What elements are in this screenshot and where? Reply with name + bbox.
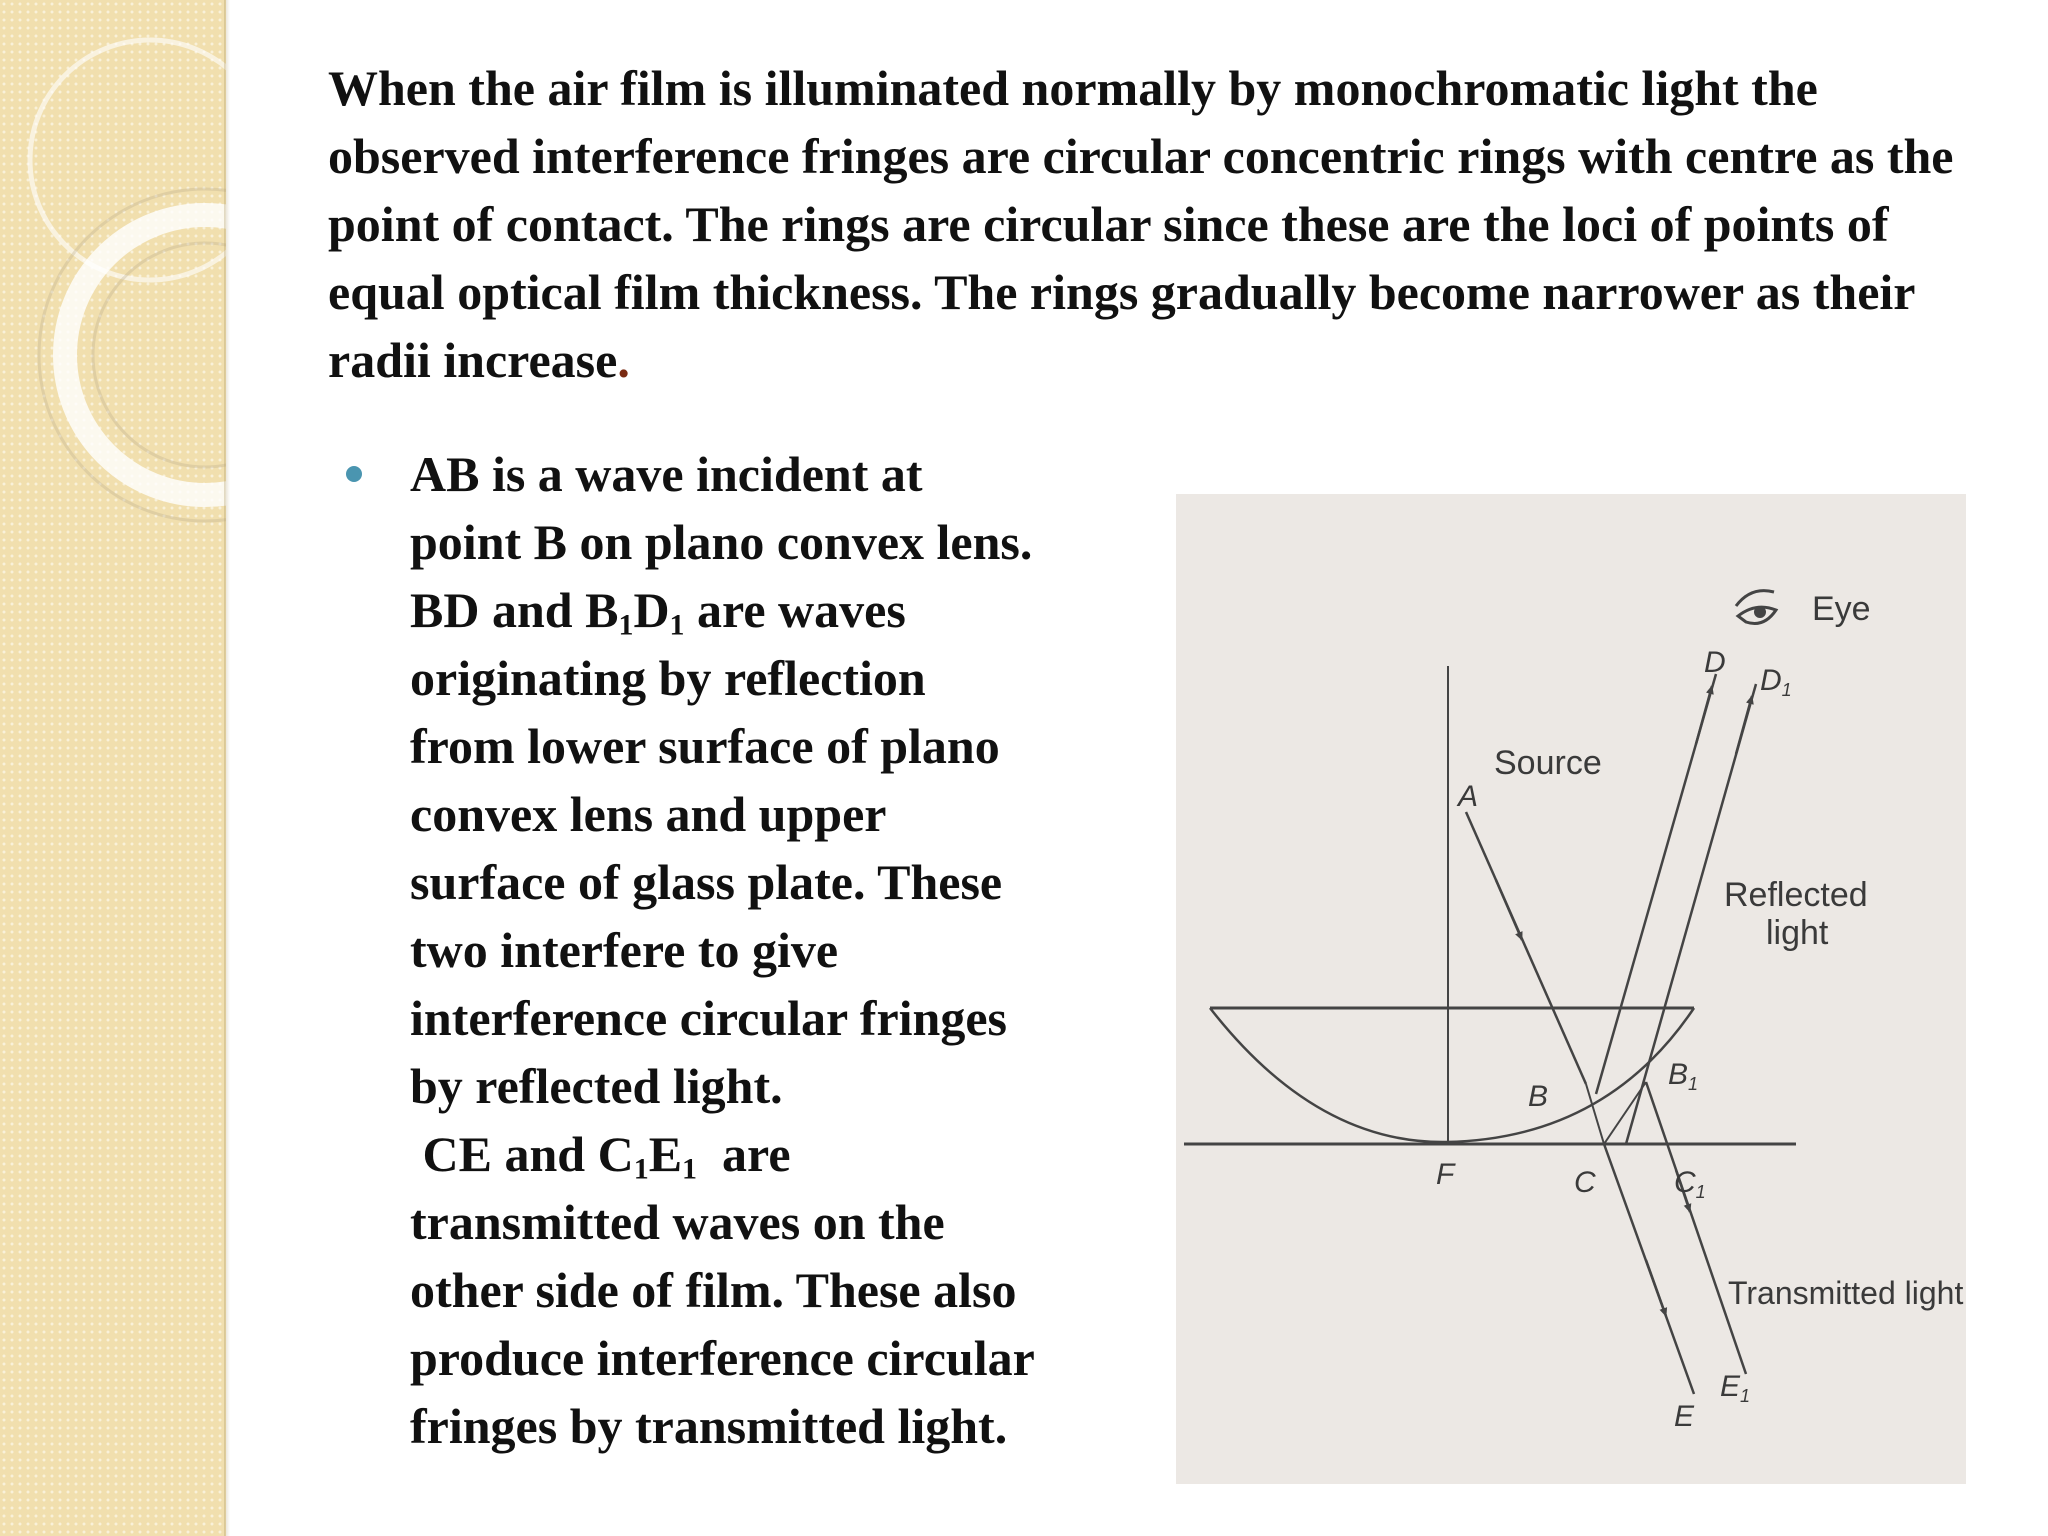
label-b1-main: B [1668,1058,1689,1091]
label-c: C [1574,1166,1596,1199]
bd-text: BD and B [410,582,619,638]
bullet-line [410,1120,1130,1188]
intro-text: When the air film is illuminated normally by monochromatic light the observed interference fringes are circular concentric rings with centre as the point of contact. The rings are circular since these are the loci of points of equal optical film thickness. The rings gradually become narrower as their radii increase [328,60,1954,388]
label-c1-sub: 1 [1695,1182,1706,1202]
bullet-line: surface of glass plate. These [410,854,1003,910]
bullet-line: convex lens and upper [410,786,887,842]
incident-arrow [1496,880,1522,940]
decorative-sidebar [0,0,226,1536]
b1-subscript: 1 [618,608,634,642]
label-transmitted: Transmitted light [1728,1275,1964,1311]
label-d1-sub: 1 [1781,680,1792,700]
label-b: B [1528,1080,1549,1113]
label-e1-main: E [1720,1370,1741,1403]
intro-paragraph [328,54,2008,394]
e-text: E [648,1126,683,1182]
incident-ray [1466,812,1586,1084]
transmitted-arrow-e [1646,1260,1666,1316]
sidebar-edge [224,0,230,1536]
d1-subscript: 1 [669,608,685,642]
are-text: are [697,1126,791,1182]
eye-icon [1736,591,1776,624]
label-reflected-1: Reflected [1724,876,1868,914]
label-e1 [1720,1370,1750,1406]
c1-subscript: 1 [633,1152,649,1186]
label-c1 [1674,1166,1706,1202]
label-a: A [1458,780,1479,813]
bullet-line [410,576,1130,644]
reflected-arrow-d [1696,686,1712,744]
ray-c-b1 [1604,1082,1646,1144]
transmitted-ray-e1 [1646,1082,1746,1374]
bullet-line: from lower surface of plano [410,718,1000,774]
waves-text: are waves [684,582,906,638]
bullet-line: interference circular fringes [410,990,1007,1046]
e1-subscript: 1 [682,1152,698,1186]
label-d1 [1760,664,1792,700]
lens-curve [1210,1008,1694,1142]
label-b1 [1668,1058,1698,1094]
d-text: D [633,582,670,638]
label-source: Source [1494,744,1602,782]
bullet-line: fringes by transmitted light. [410,1398,1008,1454]
bullet-line: by reflected light. [410,1058,783,1114]
intro-period: . [617,332,630,388]
label-eye: Eye [1812,590,1871,628]
bullet-icon [346,466,362,482]
eye-pupil [1754,606,1766,618]
newtons-rings-diagram [1176,494,1966,1484]
bullet-line: produce interference circular [410,1330,1035,1386]
label-d: D [1704,646,1726,679]
bullet-line: other side of film. These also [410,1262,1017,1318]
label-b1-sub: 1 [1688,1074,1699,1094]
bullet-line: originating by reflection [410,650,926,706]
diagram-svg [1176,494,1966,1484]
reflected-arrow-d1 [1736,696,1752,754]
decorative-rings [0,0,226,1536]
ce-text: CE and C [410,1126,634,1182]
bullet-line: transmitted waves on the [410,1194,945,1250]
bullet-line: point B on plano convex lens. [410,514,1033,570]
label-e1-sub: 1 [1740,1386,1751,1406]
bullet-line: two interfere to give [410,922,839,978]
label-e: E [1674,1400,1695,1433]
label-c1-main: C [1674,1166,1696,1199]
label-f: F [1436,1158,1455,1191]
bullet-line: AB is a wave incident at [410,446,923,502]
bullet-text [410,440,1130,1460]
label-reflected-2: light [1766,914,1829,952]
label-d1-main: D [1760,664,1782,697]
